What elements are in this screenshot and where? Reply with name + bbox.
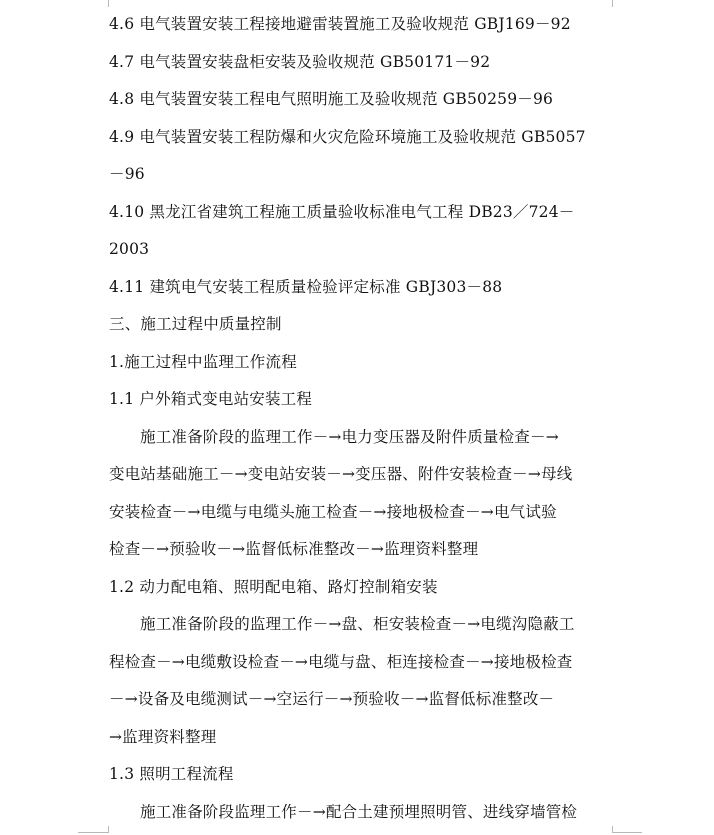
paragraph-1-2-line-1: 施工准备阶段的监理工作－→盘、柜安装检查－→电缆沟隐蔽工	[140, 615, 575, 633]
text-line-4-8: 4.8 电气装置安装工程电气照明施工及验收规范 GB50259－96	[109, 90, 554, 108]
subheading-1-2: 1.2 动力配电箱、照明配电箱、路灯控制箱安装	[109, 578, 438, 596]
paragraph-1-1-line-2: 变电站基础施工－→变电站安装－→变压器、附件安装检查－→母线	[109, 465, 573, 483]
text-line-4-9-cont: －96	[109, 165, 145, 183]
subheading-1: 1.施工过程中监理工作流程	[109, 353, 297, 371]
paragraph-1-1-line-3: 安装检查－→电缆与电缆头施工检查－→接地极检查－→电气试验	[109, 503, 557, 521]
crop-mark-bottom-right-horizontal	[612, 832, 642, 833]
subheading-1-1: 1.1 户外箱式变电站安装工程	[109, 390, 313, 408]
crop-mark-bottom-left-vertical	[108, 826, 109, 833]
paragraph-1-2-line-2: 程检查－→电缆敷设检查－→电缆与盘、柜连接检查－→接地极检查	[109, 653, 573, 671]
text-line-4-7: 4.7 电气装置安装盘柜安装及验收规范 GB50171－92	[109, 53, 491, 71]
crop-mark-bottom-right-vertical	[612, 826, 613, 833]
paragraph-1-1-line-1: 施工准备阶段的监理工作－→电力变压器及附件质量检查－→	[140, 428, 559, 446]
subheading-1-3: 1.3 照明工程流程	[109, 765, 234, 783]
text-line-4-11: 4.11 建筑电气安装工程质量检验评定标准 GBJ303－88	[109, 278, 503, 296]
crop-mark-top-right-vertical	[612, 0, 613, 7]
text-line-4-9: 4.9 电气装置安装工程防爆和火灾危险环境施工及验收规范 GB5057	[109, 128, 586, 146]
section-heading-3: 三、施工过程中质量控制	[109, 315, 282, 333]
paragraph-1-2-line-3: －→设备及电缆测试－→空运行－→预验收－→监督低标准整改－	[109, 690, 555, 708]
paragraph-1-3-line-1: 施工准备阶段监理工作－→配合土建预埋照明管、进线穿墙管检	[140, 803, 578, 821]
paragraph-1-2-line-4: →监理资料整理	[109, 728, 217, 746]
text-line-4-6: 4.6 电气装置安装工程接地避雷装置施工及验收规范 GBJ169－92	[109, 15, 571, 33]
text-line-4-10-cont: 2003	[109, 240, 150, 258]
crop-mark-top-left-vertical	[108, 0, 109, 7]
paragraph-1-1-line-4: 检查－→预验收－→监督低标准整改－→监理资料整理	[109, 540, 479, 558]
crop-mark-bottom-left-horizontal	[78, 832, 108, 833]
text-line-4-10: 4.10 黑龙江省建筑工程施工质量验收标准电气工程 DB23／724－	[109, 203, 575, 221]
